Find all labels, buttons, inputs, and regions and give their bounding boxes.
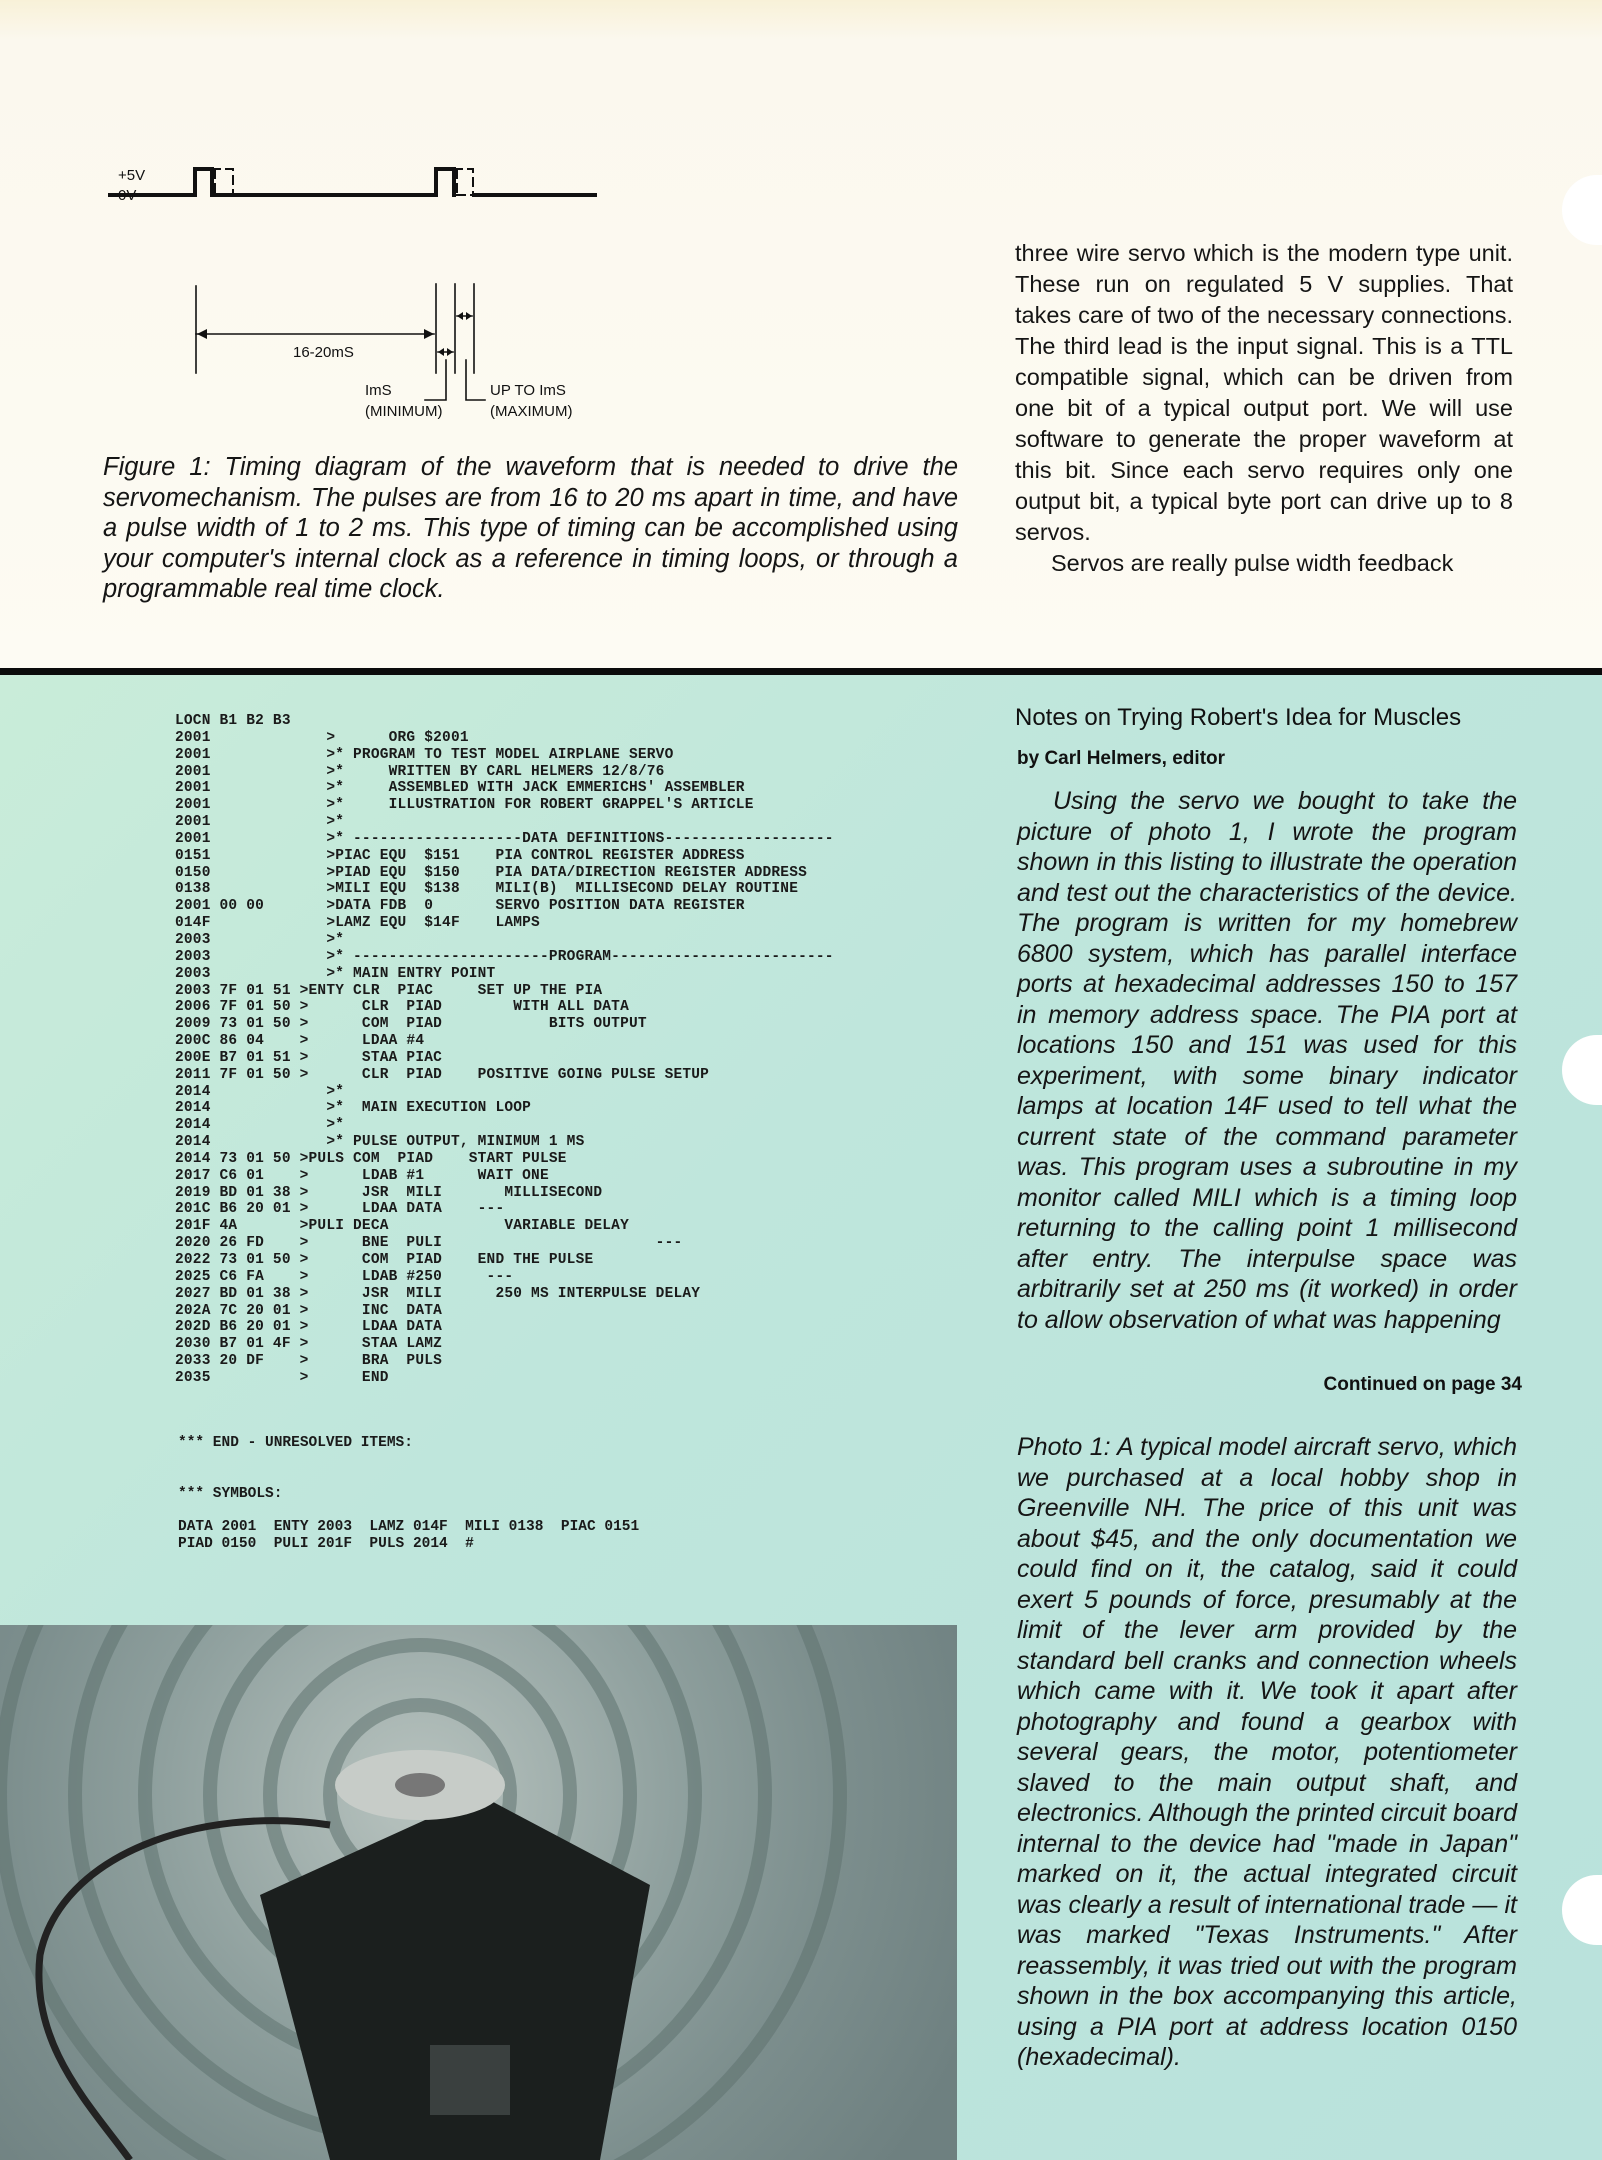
code-line: 202D B6 20 01 > LDAA DATA (175, 1319, 443, 1336)
code-line: 2001 >* WRITTEN BY CARL HELMERS 12/8/76 (175, 763, 665, 780)
code-line: 2035 > END (175, 1369, 389, 1386)
waveform-dashed (212, 169, 473, 195)
code-line: 2014 >* (175, 1083, 345, 1100)
code-line: 2030 B7 01 4F > STAA LAMZ (175, 1336, 443, 1353)
code-line: 2025 C6 FA > LDAB #250 --- (175, 1268, 514, 1285)
label-5v: +5V (118, 167, 146, 184)
label-min-top: ImS (365, 382, 392, 399)
article-body: Using the servo we bought to take the picture of photo 1, I wrote the program shown in this listing to illustrate the operation and test out the characteristics of the device. The program is written for my homebrew 6800 system, which has parallel interface ports at hexadecimal addresses 150 to 157 in memory address space. The PIA port at locations 150 and 151 was used for this experiment, with some binary indicator lamps at location 14F used to tell what the current state of the command parameter was. This program uses a subroutine in my monitor called MILI which is a timing loop returning to the calling point 1 millisecond after entry. The interpulse space was arbitrarily set at 250 ms (it worked) in order to allow observation of what was happening (1017, 787, 1517, 1334)
code-line: PIAD 0150 PULI 201F PULS 2014 # (178, 1536, 474, 1553)
section-divider (0, 668, 1602, 675)
top-right-column (1015, 238, 1513, 579)
code-line: 2011 7F 01 50 > CLR PIAD POSITIVE GOING PULSE SETUP (175, 1066, 710, 1083)
label-0v: 0V (118, 187, 137, 204)
label-min-bottom: (MINIMUM) (365, 403, 443, 420)
code-line: 2020 26 FD > BNE PULI --- (175, 1235, 683, 1252)
code-line: 202A 7C 20 01 > INC DATA (175, 1302, 443, 1319)
label-max-bottom: (MAXIMUM) (490, 403, 573, 420)
code-line: 2001 00 00 >DATA FDB 0 SERVO POSITION DATA REGISTER (175, 898, 745, 915)
code-line: 2027 BD 01 38 > JSR MILI 250 MS INTERPULSE DELAY (175, 1285, 701, 1302)
code-line: 0151 >PIAC EQU $151 PIA CONTROL REGISTER ADDRESS (175, 847, 745, 864)
label-period: 16-20mS (293, 344, 354, 361)
article-byline: by Carl Helmers, editor (1017, 748, 1226, 769)
code-line: 2017 C6 01 > LDAB #1 WAIT ONE (175, 1167, 549, 1184)
code-line: *** END - UNRESOLVED ITEMS: (178, 1435, 413, 1451)
code-line: 2006 7F 01 50 > CLR PIAD WITH ALL DATA (175, 999, 629, 1016)
paragraph: three wire servo which is the modern type unit. These run on regulated 5 V supplies. That takes care of two of the necessary connections. The third lead is the input signal. This is a TTL compatible signal, which can be driven from one bit of a typical output port. We will use software to generate the proper waveform at this bit. Since each servo requires only one output bit, a typical byte port can drive up to 8 servos. (1015, 240, 1513, 545)
code-line: 2019 BD 01 38 > JSR MILI MILLISECOND (175, 1184, 603, 1201)
symbol-table (178, 1435, 639, 1553)
code-line: 2003 7F 01 51 >ENTY CLR PIAC SET UP THE PIA (175, 982, 603, 999)
code-line: *** SYMBOLS: (178, 1485, 283, 1502)
continued-note: Continued on page 34 (1323, 1374, 1522, 1395)
code-line (178, 1452, 639, 1469)
code-line: LOCN B1 B2 B3 (175, 713, 291, 729)
servo-body (260, 1750, 650, 2160)
code-line: 201C B6 20 01 > LDAA DATA --- (175, 1201, 505, 1218)
code-line: 014F >LAMZ EQU $14F LAMPS (175, 915, 540, 932)
code-line: 2003 >* MAIN ENTRY POINT (175, 965, 496, 982)
assembly-listing (175, 713, 834, 1387)
photo-caption: Photo 1: A typical model aircraft servo, which we purchased at a local hobby shop in Greenville NH. The price of this unit was about $45, and the only documentation we could find on it, the catalog, said it could exert 5 pounds of force, presumably at the limit of the lever arm provided by the standard bell cranks and connection wheels which came with it. We took it apart after photography and found a gearbox with several gears, the motor, potentiometer slaved to the main output shaft, and electronics. Although the printed circuit board internal to the device had "made in Japan" marked on it, the actual integrated circuit was clearly a result of international trade — it was marked "Texas Instruments." After reassembly, it was tried out with the program shown in the box accompanying this article, using a PIA port at address location 0150 (hexadecimal). (1017, 1433, 1517, 2071)
code-line: 2001 >* ASSEMBLED WITH JACK EMMERICHS' ASSEMBLER (175, 780, 745, 797)
code-line (178, 1469, 639, 1486)
code-line: 201F 4A >PULI DECA VARIABLE DELAY (175, 1218, 629, 1235)
code-line: 2001 >* PROGRAM TO TEST MODEL AIRPLANE SERVO (175, 746, 674, 763)
code-line: 2014 >* (175, 1117, 345, 1134)
code-line: 0138 >MILI EQU $138 MILI(B) MILLISECOND DELAY ROUTINE (175, 881, 799, 898)
figure-caption: Figure 1: Timing diagram of the waveform that is needed to drive the servomechanism. The pulses are from 16 to 20 ms apart in time, and have a pulse width of 1 to 2 ms. This type of timing can be accomplished using your computer's internal clock as a reference in timing loops, or through a programmable real time clock. (103, 453, 958, 603)
timing-diagram (100, 150, 960, 430)
code-line: 2001 >* ILLUSTRATION FOR ROBERT GRAPPEL'S ARTICLE (175, 797, 754, 814)
code-line: 200E B7 01 51 > STAA PIAC (175, 1049, 443, 1066)
code-line (178, 1502, 639, 1519)
code-line: 200C 86 04 > LDAA #4 (175, 1033, 425, 1050)
code-line: 2003 >* ----------------------PROGRAM------------------------- (175, 948, 834, 965)
label-max-top: UP TO ImS (490, 382, 566, 399)
code-line: 2033 20 DF > BRA PULS (175, 1353, 443, 1370)
article-title: Notes on Trying Robert's Idea for Muscles (1015, 704, 1462, 731)
code-line: 2014 >* MAIN EXECUTION LOOP (175, 1100, 532, 1117)
code-line: 0150 >PIAD EQU $150 PIA DATA/DIRECTION REGISTER ADDRESS (175, 864, 808, 881)
code-line: 2001 >* (175, 814, 345, 831)
code-line: 2009 73 01 50 > COM PIAD BITS OUTPUT (175, 1016, 647, 1033)
code-line: 2001 >* -------------------DATA DEFINITIONS------------------- (175, 830, 834, 847)
code-line: 2003 >* (175, 931, 345, 948)
paragraph: Servos are really pulse width feedback (1051, 550, 1454, 576)
code-line: 2014 73 01 50 >PULS COM PIAD START PULSE (175, 1150, 567, 1167)
servo-photo (0, 1625, 957, 2160)
code-line: 2022 73 01 50 > COM PIAD END THE PULSE (175, 1252, 594, 1268)
waveform-solid (110, 169, 595, 195)
code-line: 2001 > ORG $2001 (175, 729, 469, 746)
code-line: 2014 >* PULSE OUTPUT, MINIMUM 1 MS (175, 1134, 585, 1151)
code-line: DATA 2001 ENTY 2003 LAMZ 014F MILI 0138 PIAC 0151 (178, 1519, 640, 1536)
